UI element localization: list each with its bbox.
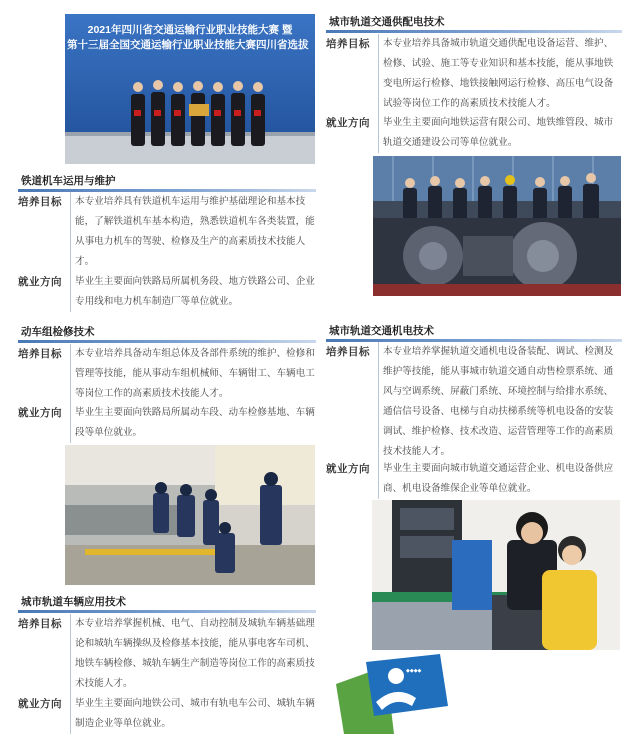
goal-label: 培养目标 (18, 618, 62, 630)
urban-electromech-goal-row (326, 342, 622, 462)
career-text: 毕业生主要面向铁路局所属机务段、地方铁路公司、企业专用线和电力机车制造厂等单位就业。 (70, 272, 316, 312)
career-text: 毕业生主要面向城市轨道交通运营企业、机电设备供应商、机电设备维保企业等单位就业。 (378, 459, 622, 499)
urban-vehicle-goal-row (18, 614, 316, 694)
competition-photo (65, 14, 315, 164)
goal-text: 本专业培养具备城市轨道交通供配电设备运营、维护、检修、试验、施工等专业知识和基本技能，能从事地铁变电所运行检修、地铁接触网运行检修、高压电气设备试验等岗位工作的高素质技术技能人才。 (378, 34, 622, 114)
electromech-lab-photo (372, 500, 620, 650)
svg-text:◆◆◆◆: ◆◆◆◆ (406, 668, 422, 674)
goal-label: 培养目标 (18, 348, 62, 360)
career-label: 就业方向 (18, 407, 62, 419)
goal-text: 本专业培养具备动车组总体及各部件系统的维护、检修和管理等技能，能从事动车组机械师、车辆钳工、车辆电工等岗位工作的高素质技术技能人才。 (70, 344, 316, 404)
goal-label: 培养目标 (326, 38, 370, 50)
career-text: 毕业生主要面向铁路局所属动车段、动车检修基地、车辆段等单位就业。 (70, 403, 316, 443)
urban-electromech-career-row (326, 459, 622, 499)
urban-power-goal-row (326, 34, 622, 114)
career-label: 就业方向 (326, 463, 370, 475)
goal-text: 本专业培养掌握机械、电气、自动控制及城轨车辆基础理论和城轨车辆操纵及检修基本技能，能从事电客车司机、地铁车辆检修、城轨车辆生产制造等岗位工作的高素质技术技能人才。 (70, 614, 316, 694)
section-title-emu: 动车组检修技术 (18, 324, 316, 341)
emu-career-row (18, 403, 316, 443)
section-title-railway-locomotive: 铁道机车运用与维护 (18, 173, 316, 190)
banner-title-line2: 第十三届全国交通运输行业职业技能大赛四川省选拔 (67, 39, 309, 51)
urban-power-career-row (326, 113, 622, 153)
section-title-urban-electromech: 城市轨道交通机电技术 (326, 323, 622, 340)
section-title-urban-vehicle: 城市轨道车辆应用技术 (18, 594, 316, 611)
railway-career-row (18, 272, 316, 312)
career-label: 就业方向 (18, 698, 62, 710)
goal-label: 培养目标 (18, 196, 62, 208)
career-text: 毕业生主要面向地铁公司、城市有轨电车公司、城轨车辆制造企业等单位就业。 (70, 694, 316, 734)
goal-text: 本专业培养掌握轨道交通机电设备装配、调试、检测及维护等技能，能从事城市轨道交通自动售检票系统、通风与空调系统、屏蔽门系统、环境控制与给排水系统、通信信号设备、电梯与自动扶梯系统等机电设备的安装调试、维护检修、技术改造、运营管理等工作的高素质技术技能人才。 (378, 342, 622, 462)
school-logo (336, 654, 452, 734)
urban-vehicle-career-row (18, 694, 316, 734)
career-text: 毕业生主要面向地铁运营有限公司、地铁维管段、城市轨道交通建设公司等单位就业。 (378, 113, 622, 153)
career-label: 就业方向 (326, 117, 370, 129)
emu-goal-row (18, 344, 316, 404)
bogie-training-photo (373, 156, 621, 296)
emu-workshop-photo (65, 445, 315, 585)
section-title-urban-power: 城市轨道交通供配电技术 (326, 14, 622, 31)
goal-label: 培养目标 (326, 346, 370, 358)
banner-title-line1: 2021年四川省交通运输行业职业技能大赛 暨 (87, 24, 293, 36)
goal-text: 本专业培养具有铁道机车运用与维护基础理论和基本技能，了解铁道机车基本构造，熟悉铁道机车各类装置，能从事电力机车的驾驶、检修及生产的高素质技术技能人才。 (70, 192, 316, 272)
career-label: 就业方向 (18, 276, 62, 288)
railway-goal-row (18, 192, 316, 272)
